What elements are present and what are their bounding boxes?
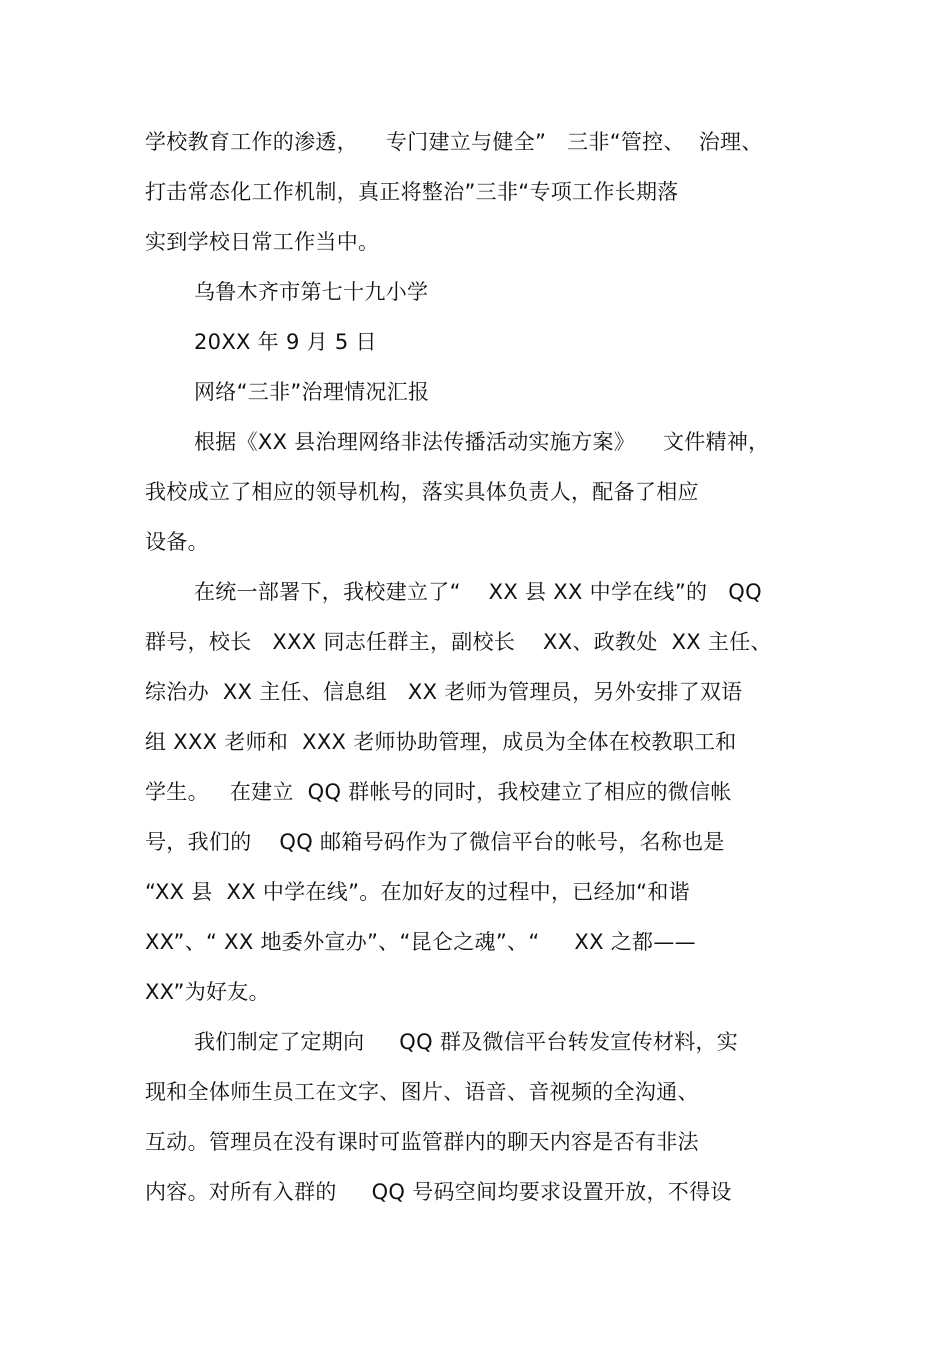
text-line: XX”、“ XX 地委外宣办”、“昆仑之魂”、“ XX 之都—— [145,930,696,954]
text-line: XX”为好友。 [145,980,270,1004]
text-line: 学校教育工作的渗透， 专门建立与健全” 三非“管控、 治理、 [145,130,763,154]
text-line: 在统一部署下，我校建立了“ XX 县 XX 中学在线”的 QQ [194,580,762,604]
text-line: 我们制定了定期向 QQ 群及微信平台转发宣传材料，实 [194,1030,739,1054]
text-line: 群号，校长 XXX 同志任群主，副校长 XX、政教处 XX 主任、 [145,630,772,654]
text-line: “XX 县 XX 中学在线”。在加好友的过程中，已经加“和谐 [145,880,690,904]
text-line: 根据《XX 县治理网络非法传播活动实施方案》 文件精神， [194,430,770,454]
text-line: 打击常态化工作机制，真正将整治”三非“专项工作长期落 [145,180,679,204]
text-line: 实到学校日常工作当中。 [145,230,380,254]
report-title: 网络“三非”治理情况汇报 [194,380,430,404]
text-line: 互动。管理员在没有课时可监管群内的聊天内容是否有非法 [145,1130,699,1154]
text-line: 号，我们的 QQ 邮箱号码作为了微信平台的帐号，名称也是 [145,830,725,854]
text-line: 学生。 在建立 QQ 群帐号的同时，我校建立了相应的微信帐 [145,780,732,804]
text-line: 组 XXX 老师和 XXX 老师协助管理，成员为全体在校教职工和 [145,730,737,754]
text-line: 综治办 XX 主任、信息组 XX 老师为管理员，另外安排了双语 [145,680,743,704]
text-line: 现和全体师生员工在文字、图片、语音、音视频的全沟通、 [145,1080,699,1104]
document-date: 20XX 年 9 月 5 日 [194,330,377,354]
text-line: 内容。对所有入群的 QQ 号码空间均要求设置开放，不得设 [145,1180,732,1204]
text-line: 设备。 [145,530,209,554]
text-line: 我校成立了相应的领导机构，落实具体负责人，配备了相应 [145,480,699,504]
school-name: 乌鲁木齐市第七十九小学 [194,280,429,304]
